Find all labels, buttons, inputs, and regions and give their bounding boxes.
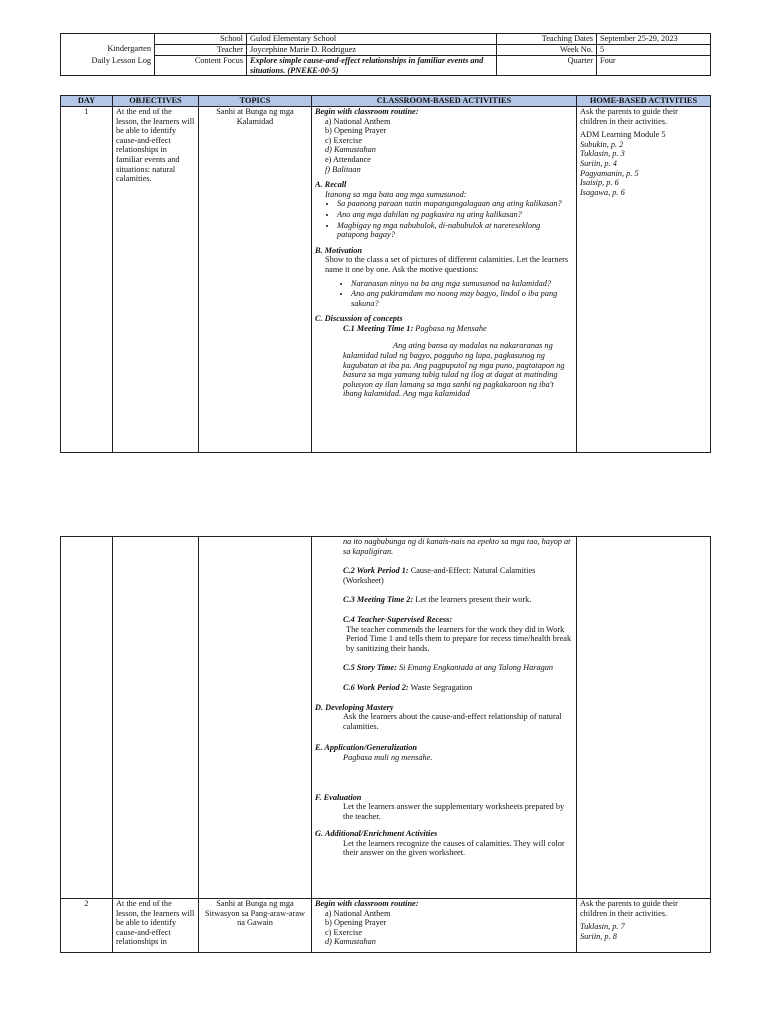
- motivation-list: [315, 279, 573, 309]
- c5-label: C.5 Story Time:: [343, 663, 397, 673]
- col-classroom: CLASSROOM-BASED ACTIVITIES: [312, 96, 577, 107]
- routine-item: b) Opening Prayer: [325, 126, 387, 136]
- motivation-item: • Naranasan ninyo na ba ang mga sumusunod na kalamidad?: [351, 279, 573, 289]
- recall-title: A. Recall: [315, 180, 347, 190]
- content-focus-label: Content Focus: [155, 56, 247, 76]
- motivation-text: Show to the class a set of pictures of different calamities. Let the learners name it one by one. Ask the motive questions:: [325, 255, 569, 274]
- g-title: G. Additional/Enrichment Activities: [315, 829, 438, 839]
- recall-intro: Itanong sa mga bata ang mga sumusunod:: [325, 189, 467, 199]
- c1-label: C.1 Meeting Time 1:: [343, 323, 414, 333]
- recall-item: • Magbigay ng mga nabubulok, di-nabubulok at narereseklong patapong bagay?: [337, 221, 573, 240]
- home-item: Pagyamanin, p. 5: [580, 168, 639, 178]
- grade-label: Kindergarten: [107, 44, 151, 53]
- discussion-title: C. Discussion of concepts: [315, 314, 403, 324]
- home-item: Isagawa, p. 6: [580, 187, 625, 197]
- day2-home: [577, 899, 711, 953]
- quarter-label: Quarter: [497, 56, 597, 76]
- c5-line: [315, 663, 573, 673]
- routine-item: d) Kamustahan: [325, 937, 376, 947]
- day2-home-text: Ask the parents to guide their children in their activities.: [580, 899, 678, 918]
- log-title: Daily Lesson Log: [91, 56, 151, 65]
- quarter-value: Four: [597, 56, 711, 76]
- day1-home: [577, 107, 711, 453]
- dates-value: September 25-29, 2023: [597, 34, 711, 45]
- week-value: 5: [597, 45, 711, 56]
- grade-cell: [61, 34, 155, 76]
- day1-classroom: [312, 107, 577, 453]
- home-item: Tuklasin, p. 7: [580, 922, 625, 932]
- c4-block: [315, 615, 573, 653]
- routine-item: f) Balitaan: [325, 164, 361, 174]
- recall-list: [315, 199, 573, 239]
- f-text: Let the learners answer the supplementary worksheets prepared by the teacher.: [343, 802, 565, 821]
- c3-line: [315, 595, 573, 605]
- c1-value: Pagbasa ng Mensahe: [415, 323, 487, 333]
- day2-topic: Sanhi at Bunga ng mga Sitwasyon sa Pang-araw-araw na Gawain: [199, 899, 312, 953]
- routine-item: a) National Anthem: [325, 908, 391, 918]
- routine-item: e) Attendance: [325, 154, 371, 164]
- teacher-value: Joycephine Marie D. Rodriguez: [247, 45, 497, 56]
- day1-topic: Sanhi at Bunga ng mga Kalamidad: [199, 107, 312, 453]
- day2-row: [61, 899, 711, 953]
- c1-paragraph: Ang ating bansa ay madalas na nakararanas ng kalamidad tulad ng bagyo, pagguho ng lupa, pagkasunog ng kagubatan at iba pa. Ang pagpuputol ng mga puno, pagtatapon ng basura sa mga yamang tubig tulad ng ilog at dagat at matinding polusyon ay ilan lamang sa mga sanhi ng pagkakaroon ng iba't ibang kalamidad. Ang mga kalamidad: [343, 341, 565, 399]
- f-title: F. Evaluation: [315, 792, 362, 802]
- day1-number: 1: [61, 107, 113, 453]
- routine-item: d) Kamustahan: [325, 145, 376, 155]
- school-value: Gulod Elementary School: [247, 34, 497, 45]
- day2-routine-title: Begin with classroom routine:: [315, 899, 419, 908]
- c2-line: [315, 566, 573, 585]
- routine-list: [315, 117, 573, 175]
- day1-row: [61, 107, 711, 453]
- topics-empty: [199, 537, 312, 899]
- c4-value: The teacher commends the learners for the work they did in Work Period Time 1 and tells them to prepare for recess time/health break by sanitizing their hands.: [346, 624, 572, 653]
- day2-routine-list: [315, 909, 573, 947]
- day2-classroom: [312, 899, 577, 953]
- routine-item: c) Exercise: [325, 927, 363, 937]
- col-topics: TOPICS: [199, 96, 312, 107]
- day1-continued-row: [61, 537, 711, 899]
- day-empty: [61, 537, 113, 899]
- c6-value: Waste Segragation: [410, 682, 473, 692]
- home-item: Suriin, p. 4: [580, 158, 617, 168]
- e-title: E. Application/Generalization: [315, 743, 418, 753]
- c2-value: Cause-and-Effect: Natural Calamities (Worksheet): [343, 566, 536, 585]
- g-text: Let the learners recognize the causes of calamities. They will color their answer on the given worksheet.: [343, 838, 565, 858]
- routine-item: b) Opening Prayer: [325, 918, 387, 928]
- lesson-table-page1: [60, 95, 711, 453]
- c1-continued: na ito nagbubunga ng di kanais-nais na epekto sa mga tao, hayop at sa kapaligiran.: [343, 537, 571, 556]
- routine-item: c) Exercise: [325, 135, 363, 145]
- teacher-label: Teacher: [155, 45, 247, 56]
- col-objectives: OBJECTIVES: [113, 96, 199, 107]
- routine-title: Begin with classroom routine:: [315, 107, 419, 116]
- c5-value: Si Emang Engkantada at ang Talong Haragan: [398, 663, 554, 673]
- home-text: Ask the parents to guide their children in their activities.: [580, 107, 678, 126]
- col-home: HOME-BASED ACTIVITIES: [577, 96, 711, 107]
- routine-item: a) National Anthem: [325, 116, 391, 126]
- lesson-table-page2: [60, 536, 711, 953]
- dates-label: Teaching Dates: [497, 34, 597, 45]
- day1-objectives: At the end of the lesson, the learners will be able to identify cause-and-effect relationships in familiar events and situations: natural calamities.: [113, 107, 199, 453]
- day1-classroom-continued: [312, 537, 577, 899]
- c1-line: [315, 324, 573, 334]
- recall-item: • Sa paanong paraan natin mapangangalagaan ang ating kalikasan?: [337, 199, 573, 209]
- home-module: ADM Learning Module 5: [580, 130, 666, 140]
- home-item: Suriin, p. 8: [580, 931, 617, 941]
- c3-value: Let the learners present their work.: [415, 595, 532, 605]
- c6-label: C.6 Work Period 2:: [343, 682, 409, 692]
- motivation-item: • Ano ang pakiramdam mo noong may bagyo, lindol o iba pang sakuna?: [351, 289, 573, 308]
- day2-objectives: At the end of the lesson, the learners will be able to identify cause-and-effect relationships in: [113, 899, 199, 953]
- c2-label: C.2 Work Period 1:: [343, 566, 409, 576]
- home-item: Subukin, p. 2: [580, 139, 624, 149]
- header-table: [60, 33, 711, 76]
- recall-item: • Ano ang mga dahilan ng pagkasira ng ating kalikasan?: [337, 210, 573, 220]
- day2-number: 2: [61, 899, 113, 953]
- week-label: Week No.: [497, 45, 597, 56]
- home-item: Isaisip, p. 6: [580, 178, 619, 188]
- school-label: School: [155, 34, 247, 45]
- col-day: DAY: [61, 96, 113, 107]
- home-empty: [577, 537, 711, 899]
- d-text: Ask the learners about the cause-and-effect relationship of natural calamities.: [343, 712, 562, 731]
- home-item: Tuklasin, p. 3: [580, 149, 625, 159]
- c6-line: [315, 683, 573, 693]
- d-title: D. Developing Mastery: [315, 702, 394, 712]
- column-headers: [61, 96, 711, 107]
- c4-label: C.4 Teacher-Supervised Recess:: [343, 614, 453, 624]
- content-focus-value: Explore simple cause-and-effect relationships in familiar events and situations. (PNEKE-00-5): [247, 56, 497, 76]
- e-text: Pagbasa muli ng mensahe.: [343, 752, 433, 762]
- c3-label: C.3 Meeting Time 2:: [343, 595, 414, 605]
- motivation-title: B. Motivation: [315, 245, 363, 255]
- objectives-empty: [113, 537, 199, 899]
